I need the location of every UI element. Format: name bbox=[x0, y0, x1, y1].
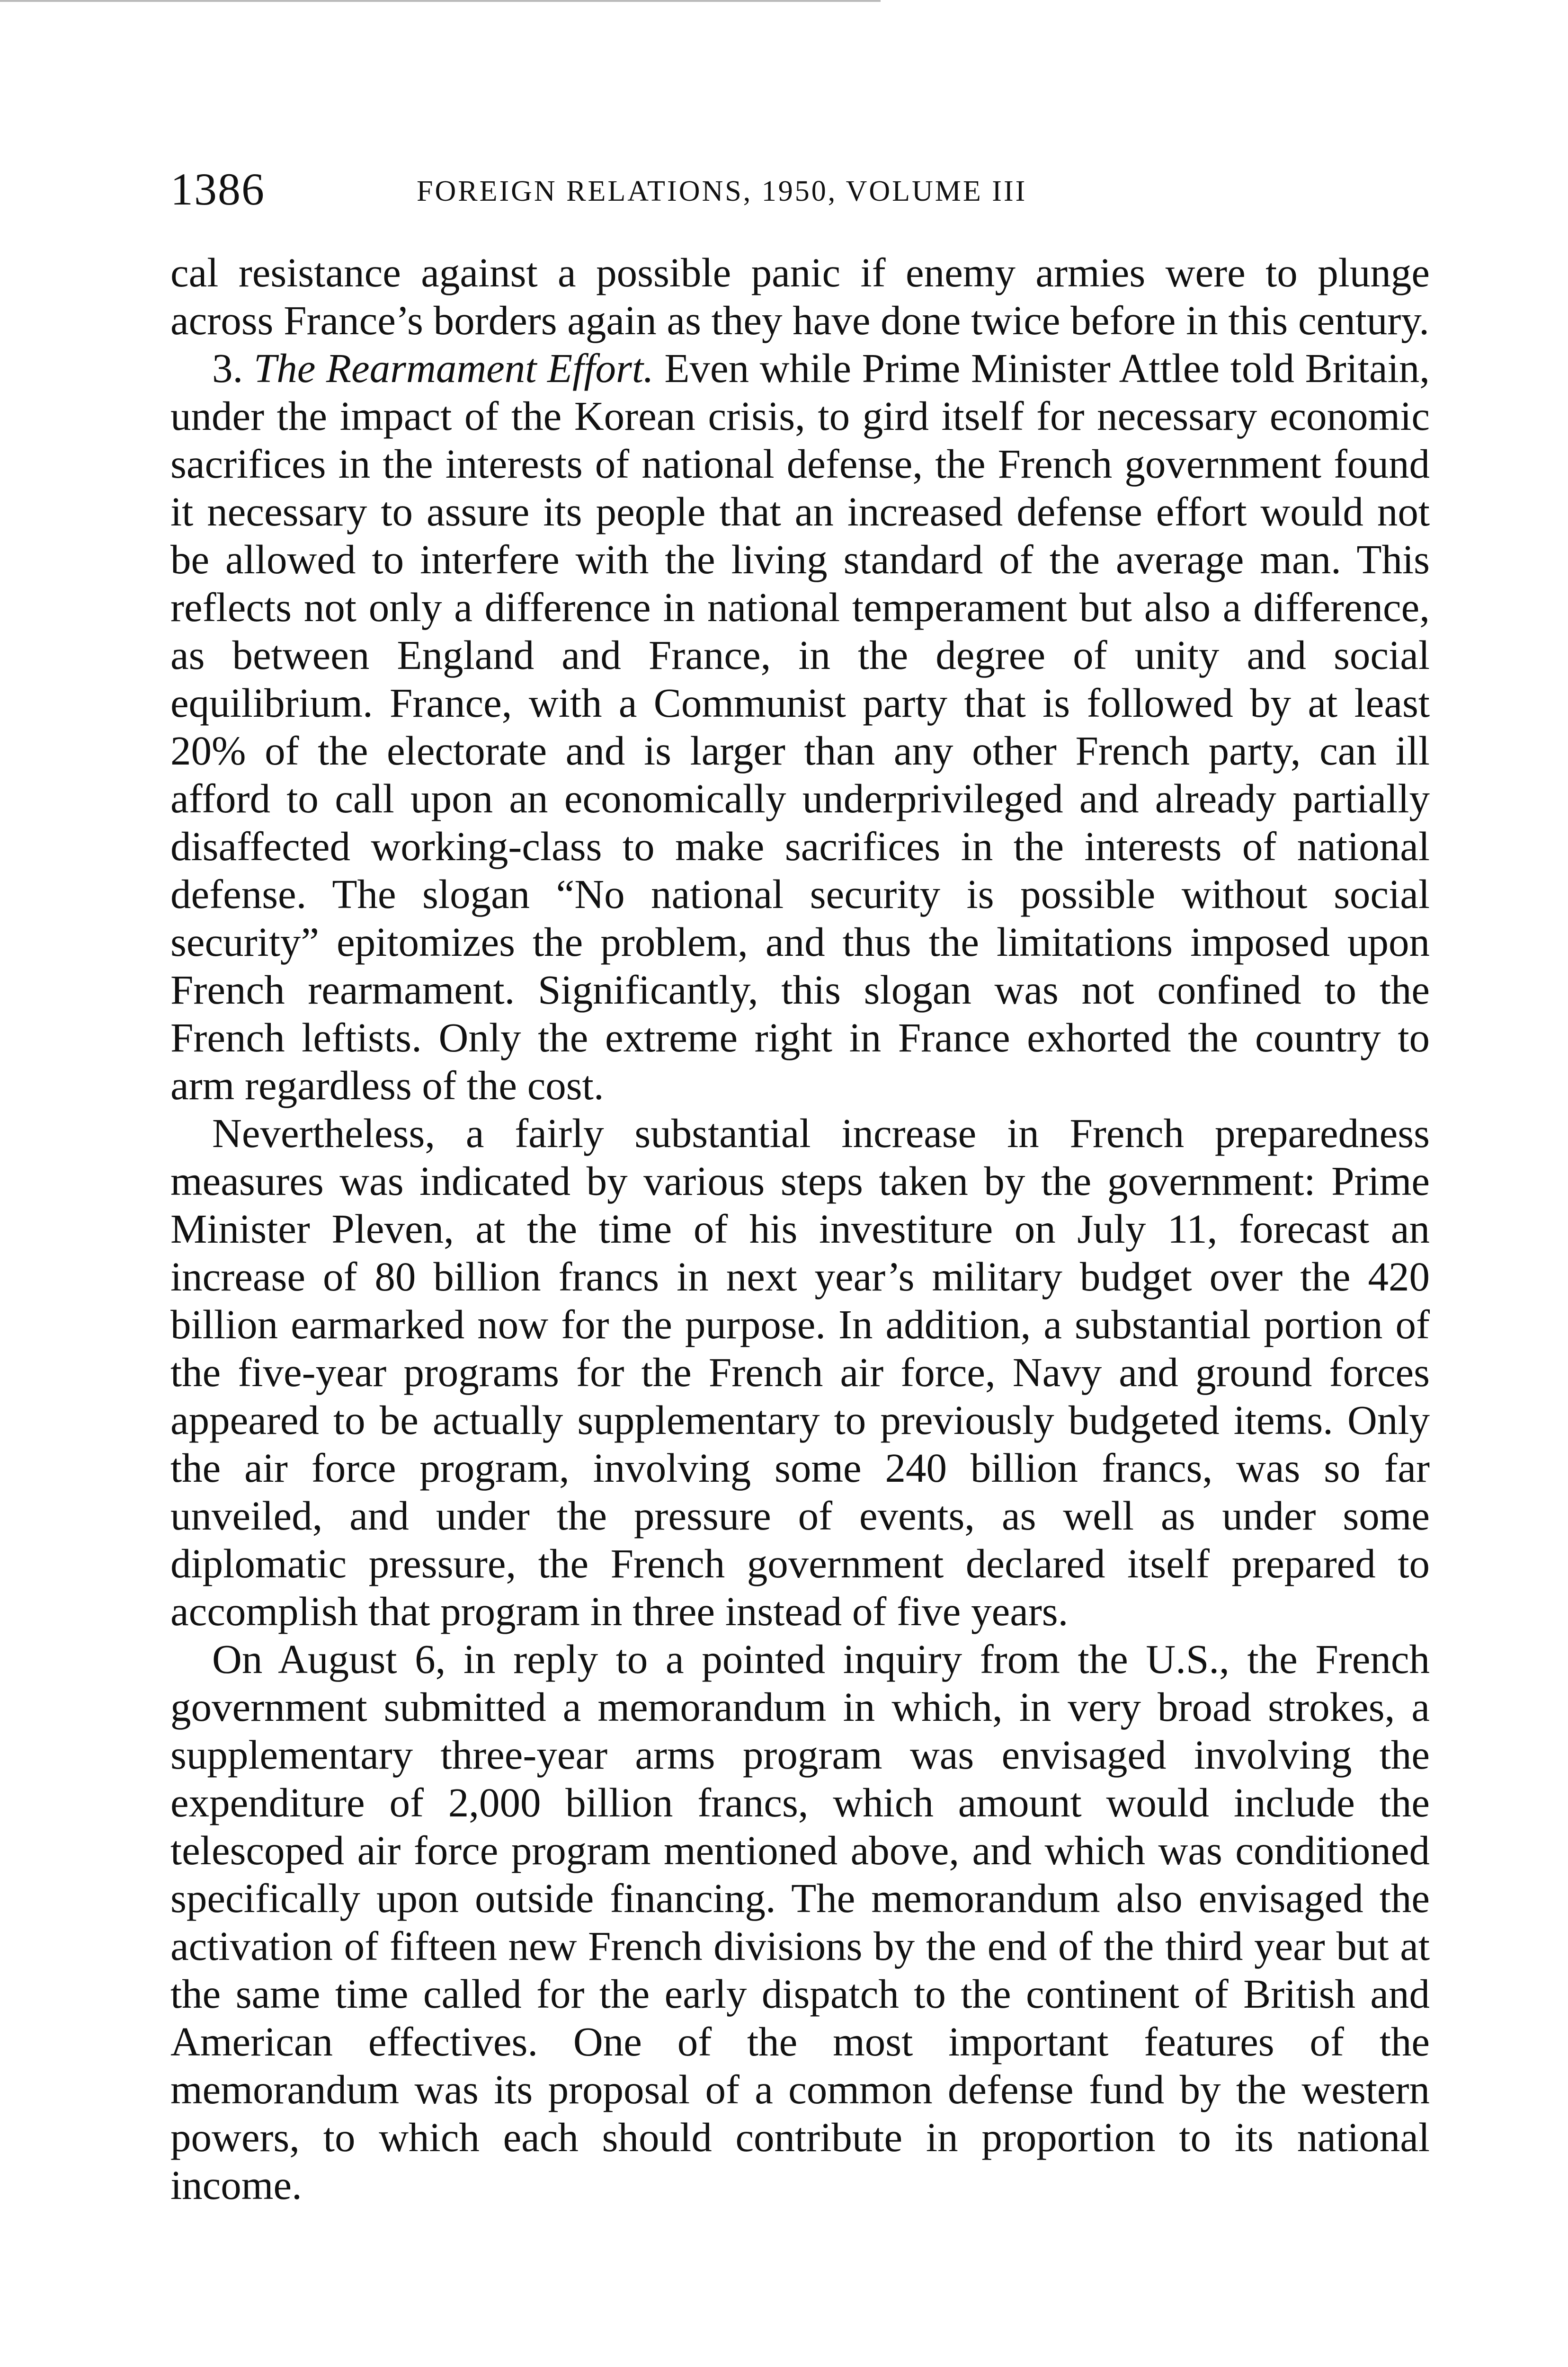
paragraph-continued: cal resistance against a possible panic if enemy armies were to plunge across France’s borders again as they have done twice before in this century. bbox=[170, 249, 1430, 343]
page-header bbox=[170, 163, 1420, 215]
paragraph-memorandum: On August 6, in reply to a pointed inquiry from the U.S., the French government submitted a memorandum in which, in very broad strokes, a supplementary three-year arms program was envisaged involving the expenditure of 2,000 billion francs, which amount would include the telescoped air force program mentioned above, and which was conditioned specifically upon outside financing. The memorandum also envisaged the activation of fifteen new French divisions by the end of the third year but at the same time called for the early dispatch to the continent of British and American effectives. One of the most important features of the memorandum was its proposal of a common defense fund by the western powers, to which each should contribute in proportion to its national income. bbox=[170, 1636, 1430, 2208]
section-heading: The Rearmament Effort. bbox=[253, 345, 654, 391]
paragraph-preparedness: Nevertheless, a fairly substantial increase in French preparedness measures was indicated by various steps taken by the government: Prime Minister Pleven, at the time of his investiture on July 11, forecast an increase of 80 billion francs in next year’s military budget over the 420 billion earmarked now for the purpose. In addition, a substantial portion of the five-year programs for the French air force, Navy and ground forces appeared to be actually supplementary to previously budgeted items. Only the air force program, involving some 240 billion francs, was so far unveiled, and under the pressure of events, as well as under some diplomatic pressure, the French government declared itself prepared to accomplish that program in three instead of five years. bbox=[170, 1110, 1430, 1634]
body-text bbox=[170, 249, 1430, 2209]
page-number: 1386 bbox=[170, 164, 265, 214]
paragraph-rearmament bbox=[170, 344, 1430, 1109]
running-title: FOREIGN RELATIONS, 1950, VOLUME III bbox=[417, 175, 1027, 207]
section-number: 3. bbox=[212, 345, 243, 391]
paragraph-text: Even while Prime Minister Attlee told Britain, under the impact of the Korean crisis, to gird itself for necessary economic sacrifices in the interests of national defense, the French government found it necessary to assure its people that an increased defense effort would not be allowed to interfere with the living standard of the average man. This reflects not only a difference in national temperament but also a difference, as between England and France, in the degree of unity and social equilibrium. France, with a Communist party that is followed by at least 20% of the electorate and is larger than any other French party, can ill afford to call upon an economically underprivileged and already partially disaffected working-class to make sacrifices in the interests of national defense. The slogan “No national security is possible without social security” epitomizes the problem, and thus the limitations imposed upon French rearmament. Significantly, this slogan was not confined to the French leftists. Only the extreme right in France exhorted the country to arm regardless of the cost. bbox=[170, 345, 1430, 1108]
scan-edge-rule bbox=[0, 0, 881, 2]
